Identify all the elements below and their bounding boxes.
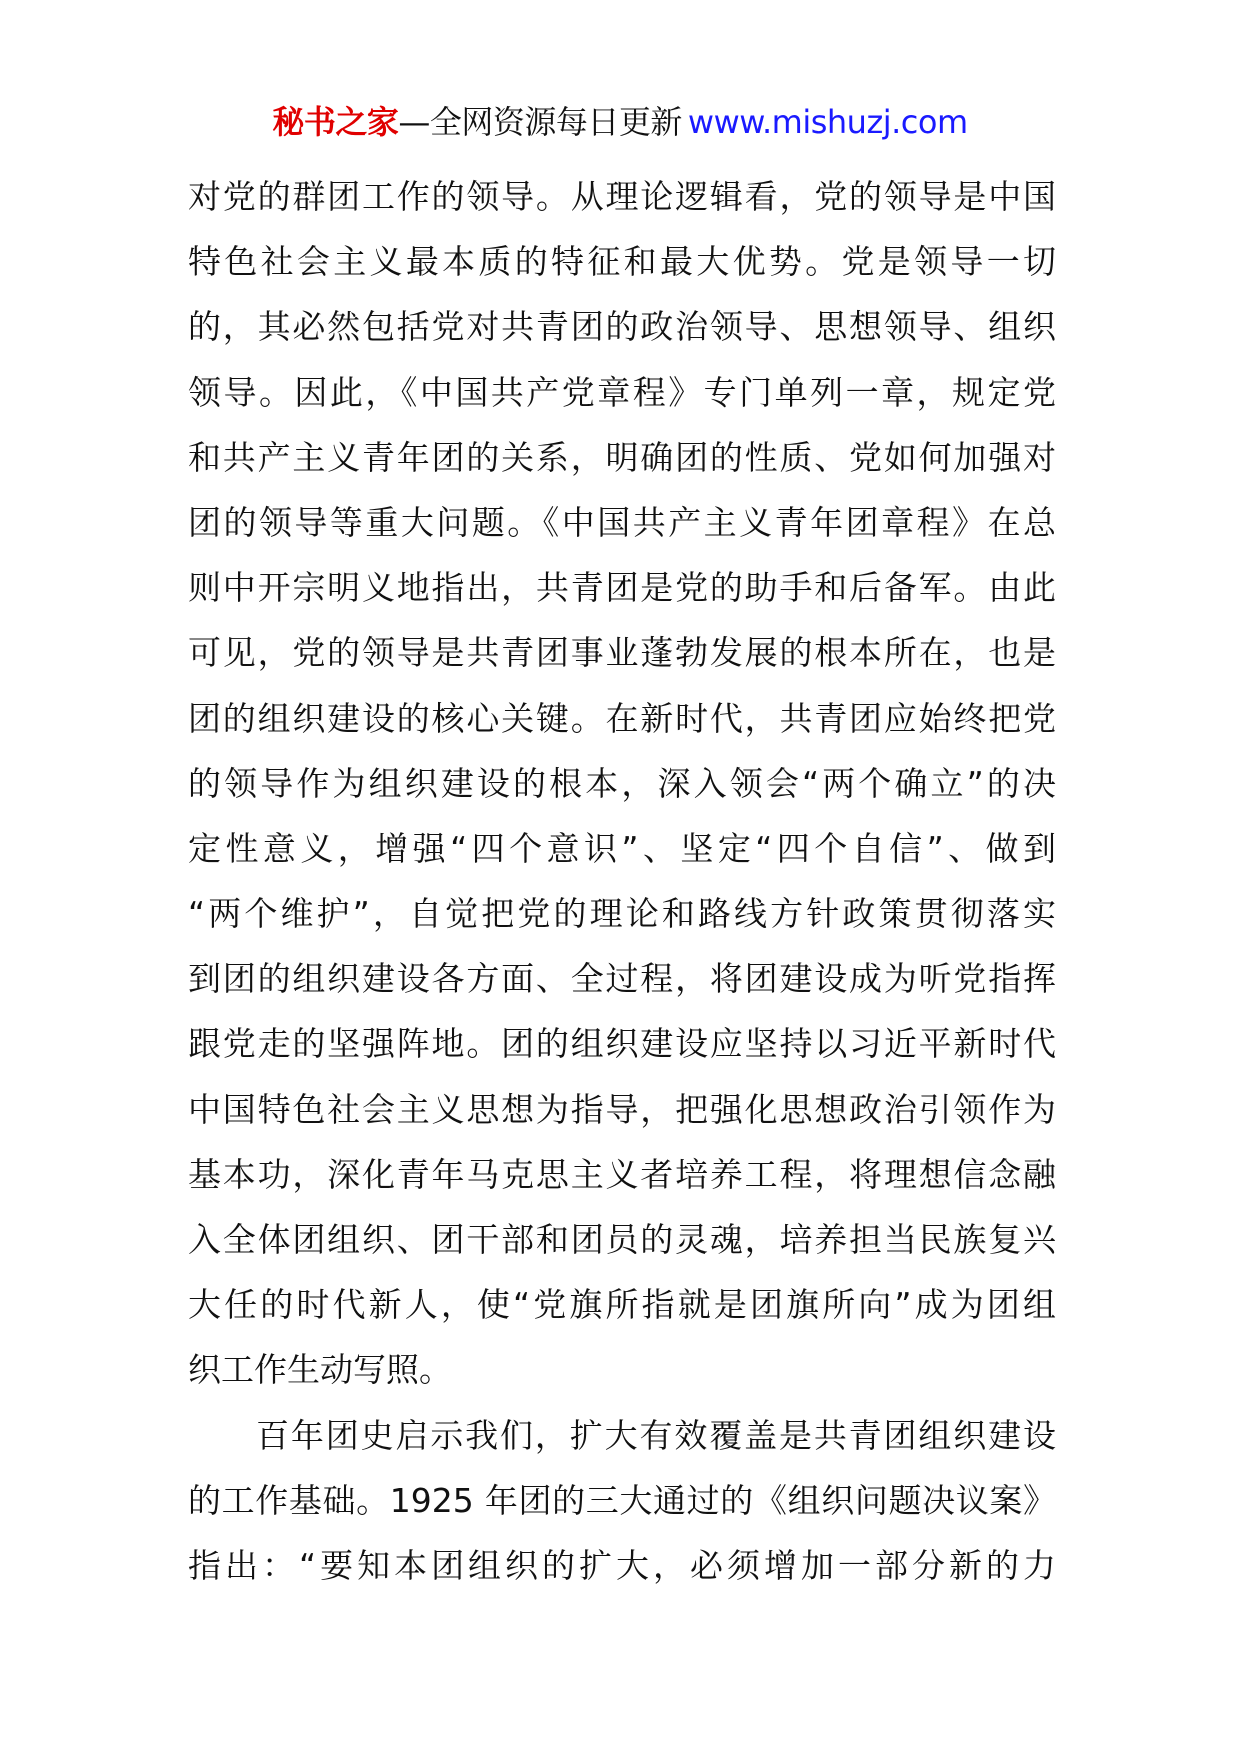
text-line: 团的领导等重大问题。《中国共产主义青年团章程》在总 (188, 502, 1056, 542)
brand-name: 秘书之家 (272, 103, 399, 141)
text-line: 入全体团组织、团干部和团员的灵魂，培养担当民族复兴 (188, 1220, 1056, 1259)
text-line: 特色社会主义最本质的特征和最大优势。党是领导一切 (188, 242, 1056, 282)
text-line: 领导。因此，《中国共产党章程》专门单列一章，规定党 (188, 372, 1056, 412)
text-line: 对党的群团工作的领导。从理论逻辑看，党的领导是中国 (188, 177, 1056, 216)
text-line: 跟党走的坚强阵地。团的组织建设应坚持以习近平新时代 (188, 1024, 1056, 1064)
body-text (188, 164, 1056, 1598)
text-line: 到团的组织建设各方面、全过程，将团建设成为听党指挥 (188, 959, 1056, 999)
paragraph-end-line: 织工作生动写照。 (188, 1350, 452, 1390)
text-line: 基本功，深化青年马克思主义者培养工程，将理想信念融 (188, 1154, 1056, 1194)
text-line: 的工作基础。1925 年团的三大通过的《组织问题决议案》 (188, 1480, 1056, 1520)
text-line: “两个维护”，自觉把党的理论和路线方针政策贯彻落实 (188, 894, 1056, 934)
paragraph-start-line: 百年团史启示我们，扩大有效覆盖是共青团组织建设 (256, 1415, 1056, 1455)
text-line: 和共产主义青年团的关系，明确团的性质、党如何加强对 (188, 437, 1056, 477)
text-line: 的领导作为组织建设的根本，深入领会“两个确立”的决 (188, 763, 1056, 803)
header-tagline: —全网资源每日更新 (398, 103, 682, 141)
text-line: 的，其必然包括党对共青团的政治领导、思想领导、组织 (188, 307, 1056, 347)
text-line: 大任的时代新人，使“党旗所指就是团旗所向”成为团组 (188, 1285, 1056, 1325)
site-url-link[interactable]: www.mishuzj.com (687, 103, 968, 141)
text-line: 中国特色社会主义思想为指导，把强化思想政治引领作为 (188, 1089, 1056, 1129)
text-line: 可见，党的领导是共青团事业蓬勃发展的根本所在，也是 (188, 633, 1056, 673)
text-line: 定性意义，增强“四个意识”、坚定“四个自信”、做到 (188, 828, 1056, 868)
text-line: 则中开宗明义地指出，共青团是党的助手和后备军。由此 (188, 568, 1056, 608)
text-line: 指出：“要知本团组织的扩大，必须增加一部分新的力 (188, 1545, 1056, 1585)
page-header (0, 98, 1240, 146)
text-line: 团的组织建设的核心关键。在新时代，共青团应始终把党 (188, 698, 1056, 738)
